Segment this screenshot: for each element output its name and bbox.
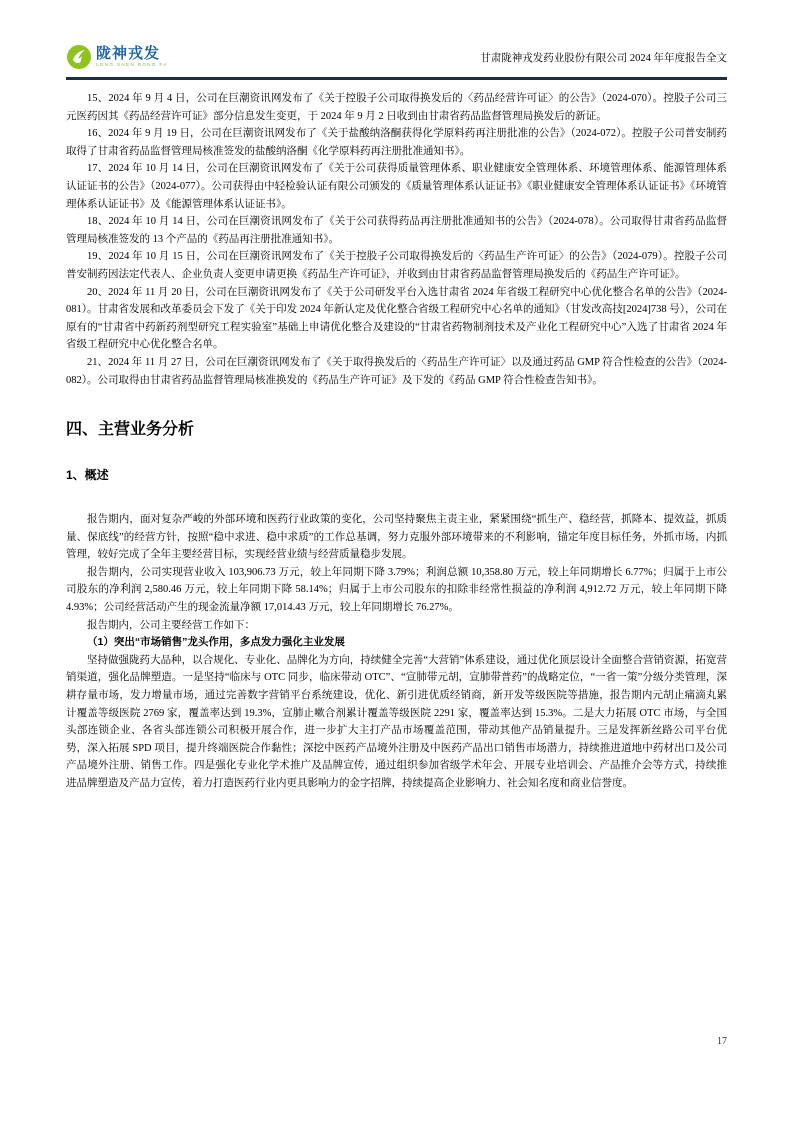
overview-paragraph-financials: 报告期内，公司实现营业收入 103,906.73 万元，较上年同期下降 3.79%；利润总额 10,358.80 万元，较上年同期增长 6.77%；归属于上市公司股东的净利润 2,580.46 万元，较上年同期下降 58.14%；归属于上市公司股东的扣除非经常性损益的净利润 4,912.72 万元，较上年同期下降 4.93%；公司经营活动产生的现金流量净额 17,014.43 万元，较上年同期增长 76.27%。 <box>66 566 727 614</box>
announcement-paragraph-20: 20、2024 年 11 月 20 日，公司在巨潮资讯网发布了《关于公司研发平台入选甘肃省 2024 年省级工程研究中心优化整合名单的公告》（2024-081）。甘肃省发展和改革委员会下发了《关于印发 2024 年新认定及优化整合省级工程研究中心名单的通知》（甘发改高技[2024]738 号），公司在原有的“甘肃省中药新药剂型研究工程实验室”基础上申请优化整合及建设的“甘肃省药物制剂技术及产业化工程研究中心”入选了甘肃省 2024 年省级工程研究中心优化整合名单。 <box>66 286 727 351</box>
announcement-list <box>66 90 727 389</box>
company-logo-icon <box>66 44 92 70</box>
overview-paragraph-environment: 报告期内，面对复杂严峻的外部环境和医药行业政策的变化，公司坚持聚焦主责主业，紧紧围绕“抓生产、稳经营，抓降本、提效益，抓质量、保底线”的经营方针，按照“稳中求进、稳中求质”的工作总基调，努力克服外部环境带来的不利影响，锚定年度目标任务，外抓市场，内抓管理，较好完成了全年主要经营目标，实现经营业绩与经营质量稳步发展。 <box>66 514 727 561</box>
announcement-paragraph-21: 21、2024 年 11 月 27 日，公司在巨潮资讯网发布了《关于取得换发后的〈药品生产许可证〉以及通过药品 GMP 符合性检查的公告》（2024-082）。公司取得由甘肃省药品监督管理局核准换发的《药品生产许可证》及下发的《药品 GMP 符合性检查告知书》。 <box>66 356 727 386</box>
announcement-paragraph-16: 16、2024 年 9 月 19 日，公司在巨潮资讯网发布了《关于盐酸纳洛酮获得化学原料药再注册批准的公告》（2024-072）。控股子公司普安制药取得了甘肃省药品监督管理局核准签发的盐酸纳洛酮《化学原料药再注册批准通知书》。 <box>66 128 727 157</box>
announcement-paragraph-18: 18、2024 年 10 月 14 日，公司在巨潮资讯网发布了《关于公司获得药品再注册批准通知书的公告》（2024-078）。公司取得甘肃省药品监督管理局核准签发的 13 个产品的《药品再注册批准通知书》。 <box>66 216 727 245</box>
announcement-paragraph-17: 17、2024 年 10 月 14 日，公司在巨潮资讯网发布了《关于公司获得质量管理体系、职业健康安全管理体系、环境管理体系、能源管理体系认证证书的公告》（2024-077）。公司获得由中轻检验认证有限公司颁发的《质量管理体系认证证书》《职业健康安全管理体系认证证书》《环境管理体系认证证书》及《能源管理体系认证证书》。 <box>66 163 727 210</box>
page-number: 17 <box>717 1036 727 1047</box>
report-title: 甘肃陇神戎发药业股份有限公司 2024 年年度报告全文 <box>480 52 727 64</box>
subsection-heading-overview: 1、概述 <box>66 468 109 483</box>
overview-item1-body: 坚持做强陇药大品种，以合规化、专业化、品牌化为方向，持续健全完善“大营销”体系建设，通过优化顶层设计全面整合营销资源，拓宽营销渠道，强化品牌塑造。一是坚持“临床与 OTC 同步，临床带动 OTC”、“宣肺带元胡，宣肺带普药”的战略定位，“一省一策”分级分类管理，深耕存量市场，发力增量市场，通过完善数字营销平台系统建设，优化、新引进优质经销商，新开发等级医院等措施，报告期内元胡止痛滴丸累计覆盖等级医院 2769 家，覆盖率达到 19.3%，宣肺止嗽合剂累计覆盖等级医院 2291 家，覆盖率达到 15.3%。二是大力拓展 OTC 市场，与全国头部连锁企业、各省头部连锁公司积极开展合作，进一步扩大主打产品市场覆盖范围，带动其他产品销量提升。三是发挥新丝路公司平台优势，深入拓展 SPD 项目，提升终端医院合作黏性；深挖中医药产品境外注册及中医药产品出口销售市场潜力，持续推进道地中药材出口及公司产品境外注册、销售工作。四是强化专业化学术推广及品牌宣传，通过组织参加省级学术年会、开展专业培训会、产品推介会等方式，持续推进品牌塑造及产品力宣传，着力打造医药行业内更具影响力的金字招牌，持续提高企业影响力、社会知名度和商业信誉度。 <box>66 654 727 789</box>
company-logo-en: LONG SHEN RONG FA <box>96 62 168 68</box>
overview-body <box>66 511 727 793</box>
company-logo <box>66 44 168 70</box>
overview-item1-heading: （1）突出“市场销售”龙头作用，多点发力强化主业发展 <box>87 636 345 649</box>
header-divider <box>66 77 727 80</box>
company-logo-text <box>96 46 168 67</box>
page-content <box>66 90 727 793</box>
section-heading-main-business-analysis: 四、主营业务分析 <box>66 421 195 439</box>
company-logo-cn: 陇神戎发 <box>96 45 161 63</box>
announcement-paragraph-19: 19、2024 年 10 月 15 日，公司在巨潮资讯网发布了《关于控股子公司取得换发后的〈药品生产许可证〉的公告》（2024-079）。控股子公司普安制药因法定代表人、企业负责人变更申请更换《药品生产许可证》，并收到由甘肃省药品监督管理局换发后的《药品生产许可证》。 <box>66 251 727 280</box>
announcement-paragraph-15: 15、2024 年 9 月 4 日，公司在巨潮资讯网发布了《关于控股子公司取得换发后的〈药品经营许可证〉的公告》（2024-070）。控股子公司三元医药因其《药品经营许可证》部分信息发生变更，于 2024 年 9 月 2 日收到由甘肃省药品监督管理局换发后的新证。 <box>66 93 727 122</box>
page-header <box>66 44 727 70</box>
overview-paragraph-lead-in: 报告期内，公司主要经营工作如下： <box>87 619 255 631</box>
